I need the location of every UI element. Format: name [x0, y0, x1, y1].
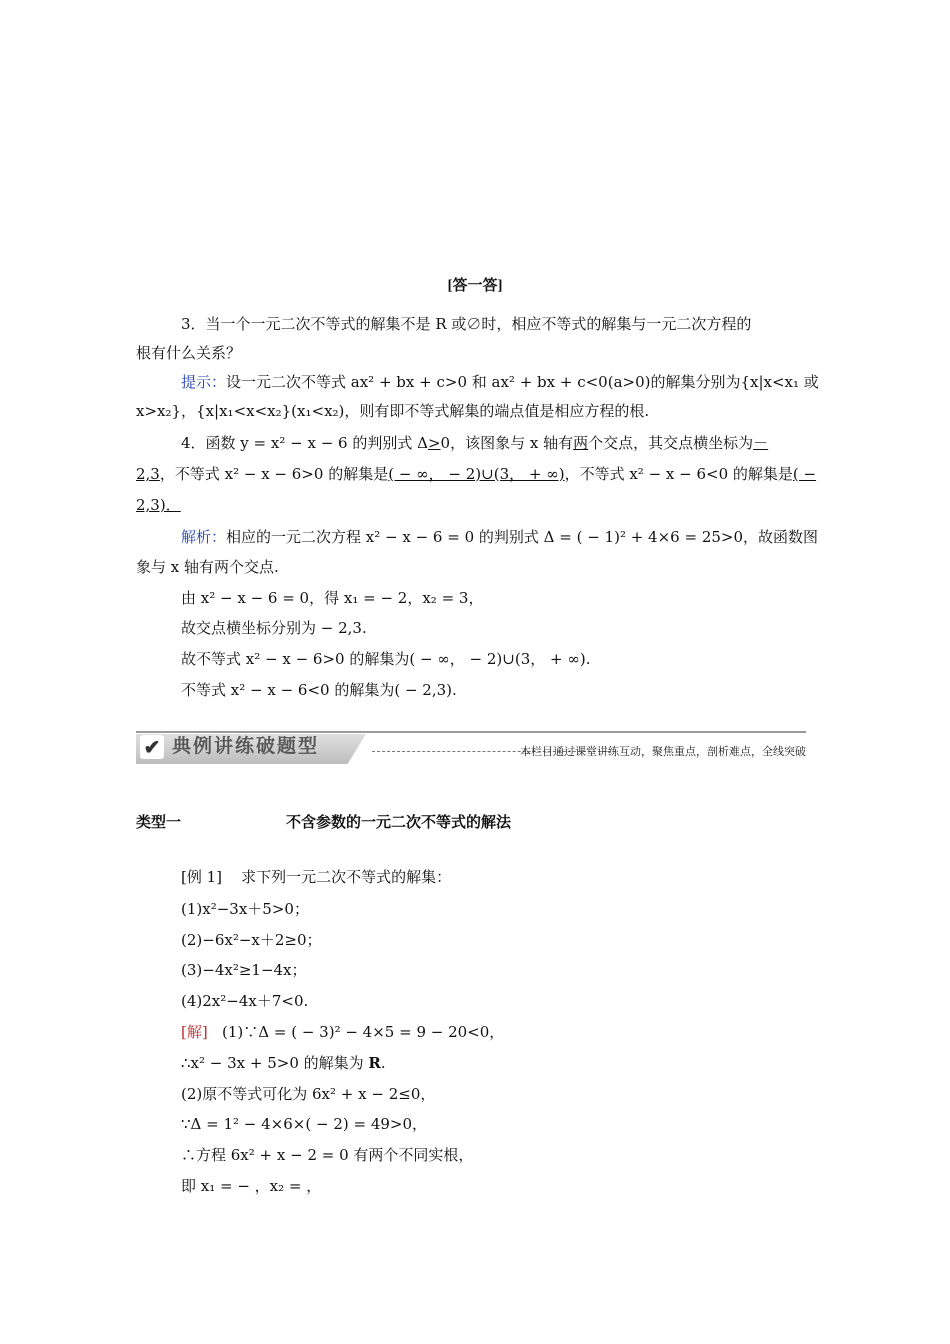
banner-rule [136, 731, 806, 733]
q4-text-a: 4．函数 y = x² − x − 6 的判别式 Δ [181, 434, 428, 452]
hint-line1 [0, 372, 950, 392]
question-4-line2 [0, 464, 950, 484]
hint-label: 提示： [181, 373, 227, 391]
solution-line2 [0, 1053, 950, 1073]
example-item: (2)−6x²−x＋2≥0； [181, 931, 322, 949]
analysis-label: 解析： [181, 528, 227, 546]
solution-label: [解] [181, 1023, 208, 1041]
solution-text-2a: ∴x² − 3x + 5>0 的解集为 [181, 1054, 369, 1072]
example-line [0, 867, 950, 887]
solution-line4: ∵Δ = 1² − 4×6×( − 2) = 49>0， [181, 1115, 428, 1133]
example-prompt: 求下列一元二次不等式的解集： [241, 868, 452, 886]
type-heading [0, 813, 950, 833]
analysis-line6: 不等式 x² − x − 6<0 的解集为( − 2,3). [181, 681, 457, 699]
section-banner [136, 731, 806, 767]
q4-answer-count: 两 [573, 434, 589, 452]
solution-line6: 即 x₁ = − ，x₂ = ， [181, 1177, 322, 1195]
q4-answer-roots: 2,3 [136, 465, 160, 483]
solution-text-2b: R [368, 1054, 381, 1072]
check-icon: ✔ [140, 735, 164, 759]
banner-title: 典例讲练破题型 [172, 735, 320, 757]
question-3-line1: 3．当一个一元二次不等式的解集不是 R 或∅时，相应不等式的解集与一元二次方程的 [181, 315, 752, 333]
analysis-line2: 象与 x 轴有两个交点. [136, 558, 279, 576]
analysis-line3: 由 x² − x − 6 = 0，得 x₁ = − 2，x₂ = 3， [181, 589, 484, 607]
type-label: 类型一 [136, 815, 182, 831]
analysis-line1 [0, 527, 950, 547]
type-title: 不含参数的一元二次不等式的解法 [286, 815, 512, 831]
analysis-line5: 故不等式 x² − x − 6>0 的解集为( − ∞， − 2)∪(3， + ∞). [181, 650, 591, 668]
example-item: (1)x²−3x＋5>0； [181, 900, 309, 918]
hint-line2: x>x₂}，{x|x₁<x<x₂}(x₁<x₂)，则有即不等式解集的端点值是相应方程的根. [136, 402, 650, 420]
q4-answer-discriminant: > [427, 434, 441, 452]
q4-answer-set-gt: ( − ∞， − 2)∪(3， + ∞) [388, 465, 565, 483]
q4-answer-roots-start: － [753, 434, 769, 452]
question-4-line1 [0, 433, 950, 453]
solution-text-1: (1)∵Δ = ( − 3)² − 4×5 = 9 − 20<0， [222, 1023, 505, 1041]
hint-text: 设一元二次不等式 ax² + bx + c>0 和 ax² + bx + c<0(a>0)的解集分别为{x|x<x₁ 或 [226, 373, 819, 391]
q4-text-b: ，不等式 x² − x − 6>0 的解集是 [159, 465, 389, 483]
solution-line5: ∴方程 6x² + x − 2 = 0 有两个不同实根， [181, 1146, 474, 1164]
analysis-text-1: 相应的一元二次方程 x² − x − 6 = 0 的判别式 Δ = ( − 1)² + 4×6 = 25>0，故函数图 [226, 528, 819, 546]
section-heading: [答一答] [447, 278, 503, 294]
solution-line1 [0, 1022, 950, 1042]
solution-text-2c: . [380, 1054, 386, 1072]
question-4-line3 [0, 495, 950, 515]
q4-text-d: ，不等式 x² − x − 6<0 的解集是 [564, 465, 793, 483]
q4-text-e: 个交点，其交点横坐标为 [588, 434, 754, 452]
analysis-line4: 故交点横坐标分别为 − 2,3. [181, 619, 367, 637]
example-item: (3)−4x²≥1−4x； [181, 961, 307, 979]
solution-line3: (2)原不等式可化为 6x² + x − 2≤0， [181, 1085, 436, 1103]
q4-answer-set-lt: 2,3)． [136, 496, 181, 514]
question-3-line2: 根有什么关系？ [136, 344, 242, 362]
q4-answer-set-lt-start: ( − [792, 465, 817, 483]
banner-note: 本栏目通过课堂讲练互动，聚焦重点，剖析难点，全线突破 [520, 745, 806, 758]
example-label: [例 1] [181, 868, 223, 886]
example-item: (4)2x²−4x＋7<0. [181, 992, 309, 1010]
q4-text-c: 0，该图象与 x 轴有 [440, 434, 574, 452]
